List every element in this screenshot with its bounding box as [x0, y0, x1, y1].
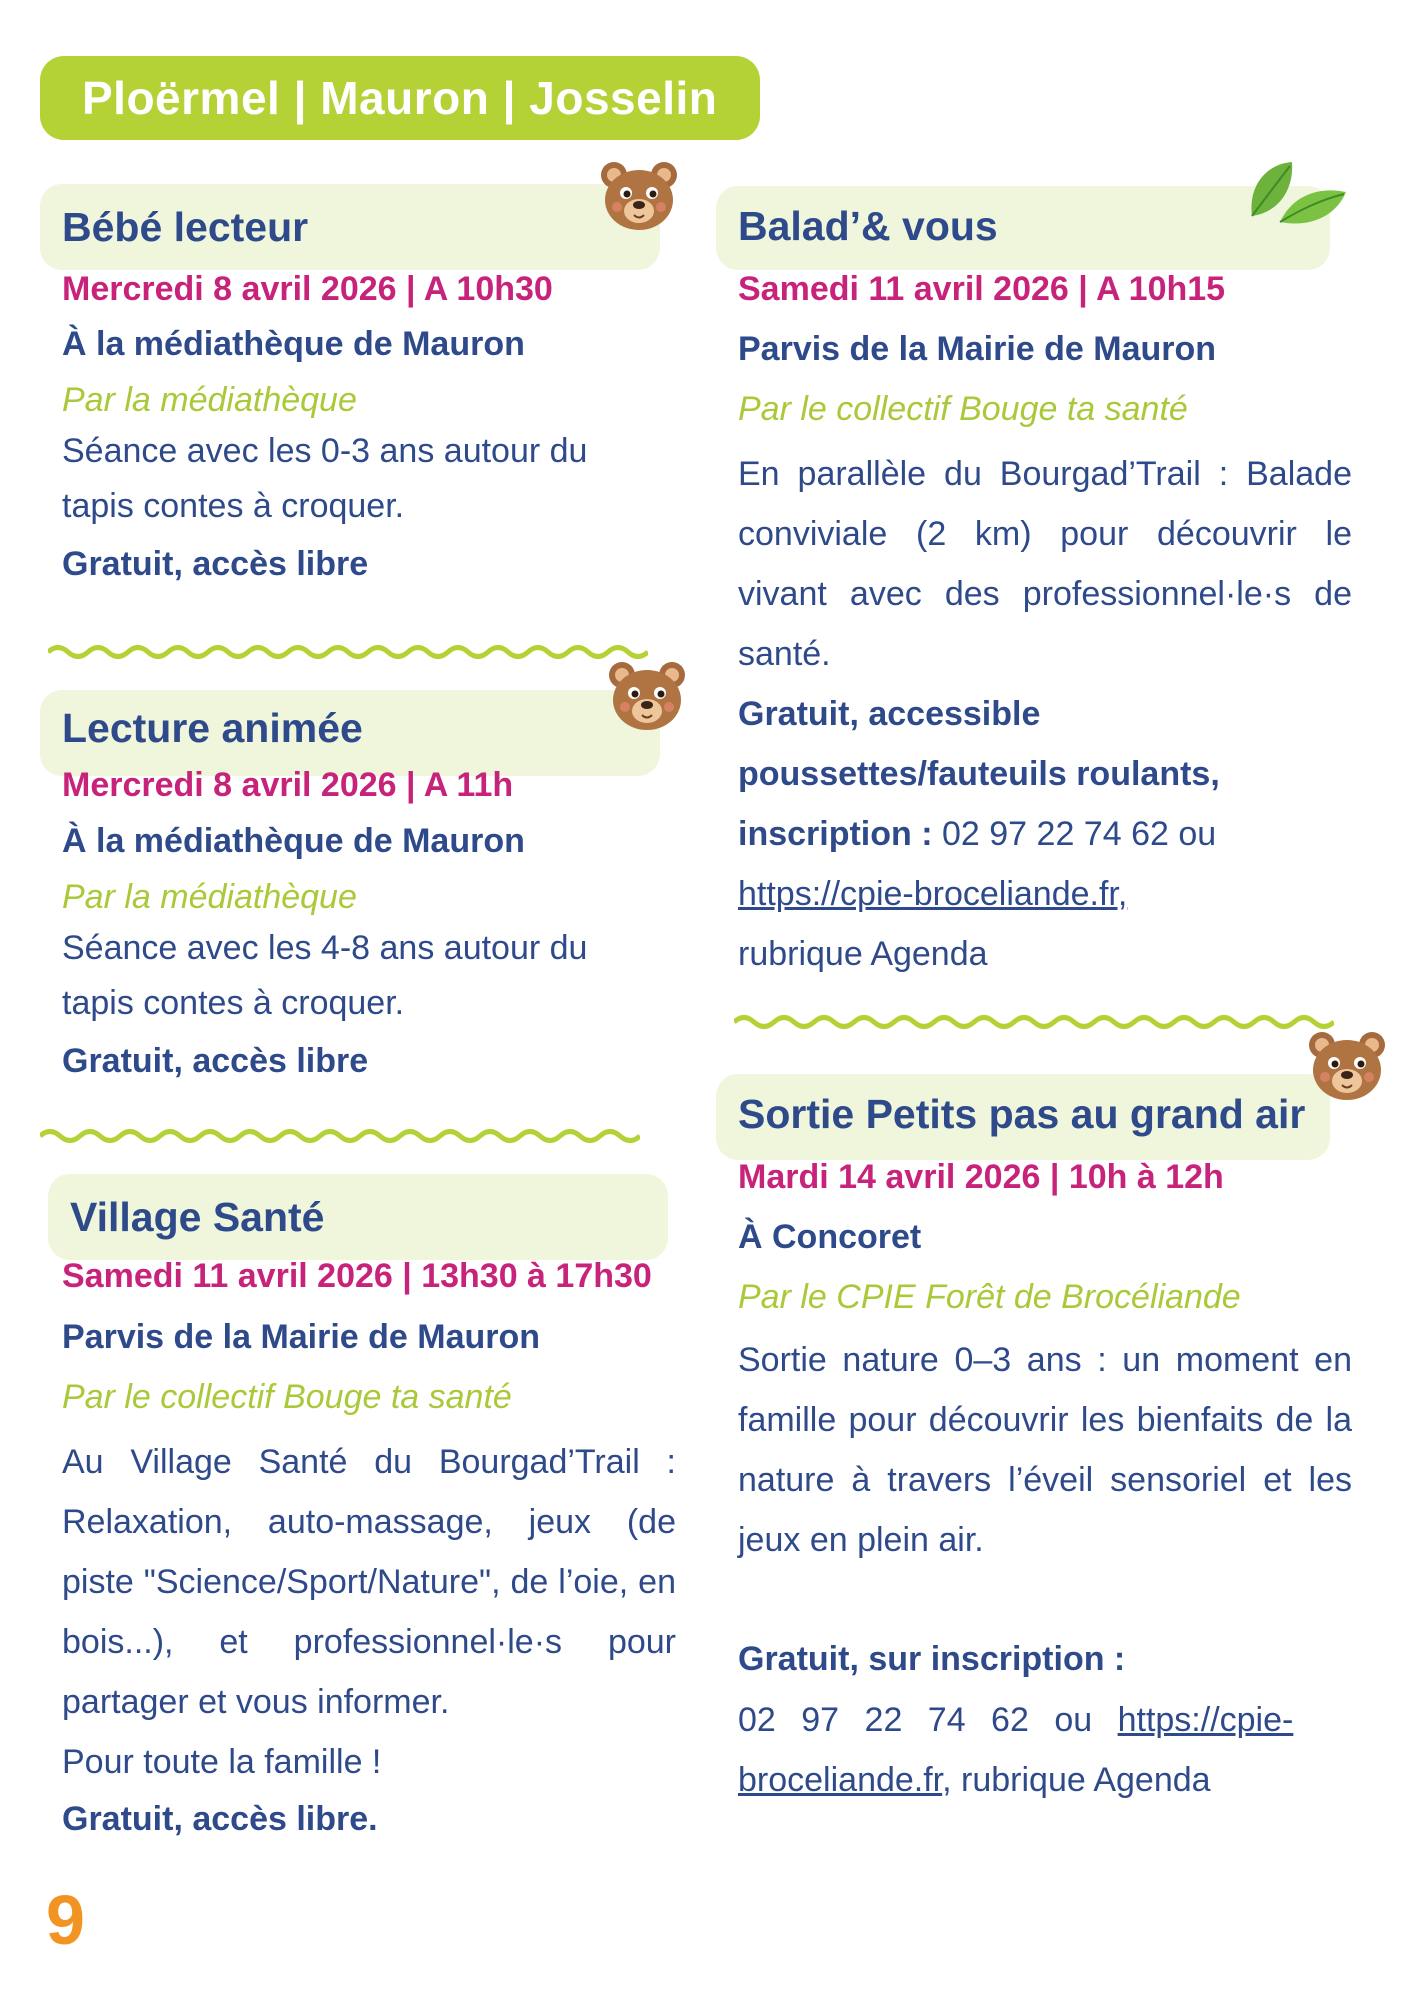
registration-link[interactable]: https://cpie-	[1117, 1701, 1294, 1739]
event-date: Mercredi 8 avril 2026 | A 11h	[62, 766, 514, 804]
wave-divider	[40, 1124, 640, 1148]
info-line: rubrique Agenda	[738, 935, 988, 973]
description-line: tapis contes à croquer.	[62, 487, 405, 525]
event-organizer: Par le CPIE Forêt de Brocéliande	[738, 1278, 1241, 1316]
event-place: Parvis de la Mairie de Mauron	[62, 1318, 541, 1356]
event-organizer: Par le collectif Bouge ta santé	[62, 1378, 512, 1416]
event-date: Mercredi 8 avril 2026 | A 10h30	[62, 270, 553, 308]
event-description: En parallèle du Bourgad’Trail : Balade conviviale (2 km) pour découvrir le vivant avec des professionnel·le·s de santé.	[738, 455, 1352, 673]
info-line: poussettes/fauteuils roulants,	[738, 755, 1220, 793]
event-title-balade: Balad’& vous	[716, 186, 1330, 270]
contact-line: broceliande.fr, rubrique Agenda	[738, 1761, 1211, 1799]
event-place: À la médiathèque de Mauron	[62, 325, 525, 363]
info-line: Gratuit, accessible	[738, 695, 1041, 733]
description-line: Séance avec les 4-8 ans autour du	[62, 929, 588, 967]
wave-divider	[48, 640, 648, 664]
page-header: Ploërmel | Mauron | Josselin	[40, 56, 760, 140]
description-line: Séance avec les 0-3 ans autour du	[62, 432, 588, 470]
event-info: Gratuit, accès libre	[62, 1042, 369, 1080]
event-contact	[738, 1690, 1358, 1810]
info-line: inscription : 02 97 22 74 62 ou	[738, 815, 1217, 853]
event-info: Gratuit, accès libre.	[62, 1800, 378, 1838]
event-place: Parvis de la Mairie de Mauron	[738, 330, 1217, 368]
event-description	[62, 424, 662, 534]
event-description: Sortie nature 0–3 ans : un moment en famille pour découvrir les bienfaits de la nature à travers l’éveil sensoriel et les jeux en plein air.	[738, 1341, 1352, 1559]
event-description: Au Village Santé du Bourgad’Trail : Relaxation, auto-massage, jeux (de piste "Science/Sport/Nature", de l’oie, en bois...), et professionnel·le·s pour partager et vous informer.	[62, 1443, 676, 1721]
contact-line: 02 97 22 74 62 ou https://cpie-	[738, 1701, 1294, 1739]
event-date: Mardi 14 avril 2026 | 10h à 12h	[738, 1158, 1224, 1196]
bear-icon	[594, 152, 684, 242]
event-place: À la médiathèque de Mauron	[62, 822, 525, 860]
event-title-bebe: Bébé lecteur	[40, 184, 660, 270]
event-title-village: Village Santé	[48, 1174, 668, 1260]
event-title-sortie: Sortie Petits pas au grand air	[716, 1074, 1330, 1160]
event-date: Samedi 11 avril 2026 | A 10h15	[738, 270, 1226, 308]
event-organizer: Par la médiathèque	[62, 878, 357, 916]
bear-icon	[602, 652, 692, 742]
event-title-lecture: Lecture animée	[40, 690, 660, 776]
event-description-extra: Pour toute la famille !	[62, 1743, 382, 1781]
event-description	[62, 921, 662, 1031]
leaves-icon	[1246, 156, 1350, 232]
registration-link[interactable]: broceliande.fr	[738, 1761, 943, 1799]
description-line: tapis contes à croquer.	[62, 984, 405, 1022]
event-info: Gratuit, accès libre	[62, 545, 369, 583]
event-info	[738, 684, 1358, 984]
page-number: 9	[46, 1881, 85, 1959]
event-organizer: Par le collectif Bouge ta santé	[738, 390, 1188, 428]
event-place: À Concoret	[738, 1218, 922, 1256]
registration-link[interactable]: https://cpie-broceliande.fr,	[738, 875, 1128, 913]
event-date: Samedi 11 avril 2026 | 13h30 à 17h30	[62, 1257, 652, 1295]
event-organizer: Par la médiathèque	[62, 381, 357, 419]
bear-icon	[1302, 1022, 1392, 1112]
event-info: Gratuit, sur inscription :	[738, 1640, 1126, 1678]
wave-divider	[734, 1010, 1334, 1034]
